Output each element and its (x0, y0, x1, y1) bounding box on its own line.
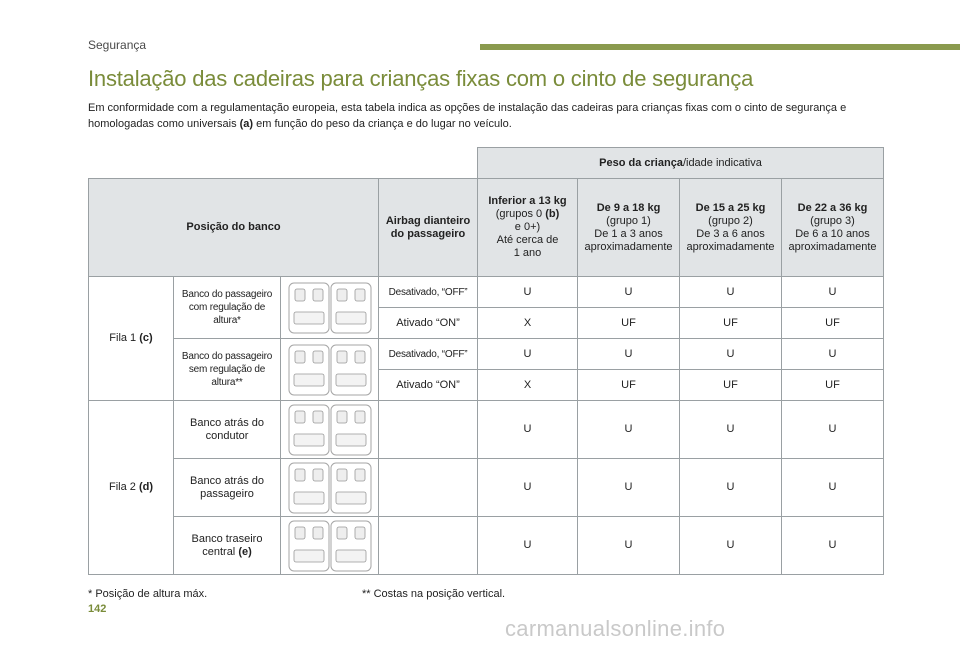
table-cell: U (478, 401, 578, 459)
airbag-state: Ativado “ON” (379, 308, 478, 339)
table-cell: U (680, 517, 782, 575)
intro-paragraph (88, 100, 878, 132)
row-2-label: Fila 2 (d) (89, 401, 174, 575)
table-cell: U (578, 459, 680, 517)
header-airbag: Airbag dianteiro do passageiro (379, 179, 478, 277)
table-row (89, 401, 884, 459)
section-bar (480, 44, 960, 50)
table-row (89, 277, 884, 308)
table-cell: UF (680, 370, 782, 401)
page-number: 142 (88, 603, 107, 615)
row-1-label: Fila 1 (c) (89, 277, 174, 401)
table-cell: U (478, 339, 578, 370)
table-cell: U (782, 459, 884, 517)
table-cell: UF (680, 308, 782, 339)
table-cell: X (478, 370, 578, 401)
seat-diagram-icon (281, 401, 379, 459)
table-row (89, 339, 884, 370)
header-group-0: Inferior a 13 kg (grupos 0 (b) e 0+) Até cerca de 1 ano (478, 179, 578, 277)
watermark: carmanualsonline.info (505, 616, 726, 641)
footnote-double-star: ** Costas na posição vertical. (362, 588, 506, 600)
table-cell: UF (782, 308, 884, 339)
weight-header-row (89, 148, 884, 179)
seat-diagram-icon (281, 339, 379, 401)
table-cell: U (478, 517, 578, 575)
seat-name: Banco do passageiro com regulação de altura* (174, 277, 281, 339)
table-cell: U (578, 401, 680, 459)
airbag-state: Desativado, “OFF” (379, 339, 478, 370)
page-title: Instalação das cadeiras para crianças fixas com o cinto de segurança (88, 66, 754, 91)
table-cell: U (680, 339, 782, 370)
table-cell: UF (782, 370, 884, 401)
table-cell: UF (578, 308, 680, 339)
weight-header-bold: Peso da criança (599, 156, 683, 169)
seat-name: Banco do passageiro sem regulação de altura** (174, 339, 281, 401)
blank-corner (89, 148, 478, 179)
table-cell: UF (578, 370, 680, 401)
intro-marker: (a) (239, 118, 254, 130)
table-cell: U (680, 459, 782, 517)
seat-table (88, 147, 884, 575)
table-cell: U (578, 277, 680, 308)
table-row (89, 517, 884, 575)
seat-diagram-icon (281, 459, 379, 517)
section-label: Segurança (88, 38, 147, 52)
seat-name: Banco traseiro central (e) (174, 517, 281, 575)
table-cell: U (782, 401, 884, 459)
header-group-3: De 22 a 36 kg (grupo 3) De 6 a 10 anos aproximadamente (782, 179, 884, 277)
table-cell: U (478, 277, 578, 308)
column-header-row (89, 179, 884, 277)
table-cell: U (578, 339, 680, 370)
table-cell: U (680, 277, 782, 308)
seat-diagram-icon (281, 517, 379, 575)
airbag-empty (379, 459, 478, 517)
intro-text-start: Em conformidade com a regulamentação europeia, esta tabela indica as opções de instalação das cadeiras para crianças fixas com o cinto de segurança e homologadas como universais (88, 102, 847, 130)
seat-name: Banco atrás do condutor (174, 401, 281, 459)
table-cell: U (782, 517, 884, 575)
header-group-1: De 9 a 18 kg (grupo 1) De 1 a 3 anos aproximadamente (578, 179, 680, 277)
table-cell: U (782, 277, 884, 308)
airbag-state: Ativado “ON” (379, 370, 478, 401)
table-cell: U (478, 459, 578, 517)
seat-name: Banco atrás do passageiro (174, 459, 281, 517)
header-group-2: De 15 a 25 kg (grupo 2) De 3 a 6 anos aproximadamente (680, 179, 782, 277)
table-cell: U (680, 401, 782, 459)
table-cell: U (782, 339, 884, 370)
airbag-state: Desativado, “OFF” (379, 277, 478, 308)
airbag-empty (379, 401, 478, 459)
header-position: Posição do banco (89, 179, 379, 277)
table-cell: X (478, 308, 578, 339)
weight-header-rest: /idade indicativa (682, 156, 762, 169)
footnote-single-star: * Posição de altura máx. (88, 588, 208, 600)
airbag-empty (379, 517, 478, 575)
table-row (89, 459, 884, 517)
intro-text-end: em função do peso da criança e do lugar no veículo. (253, 118, 512, 130)
weight-header (478, 148, 884, 179)
seat-diagram-icon (281, 277, 379, 339)
table-cell: U (578, 517, 680, 575)
